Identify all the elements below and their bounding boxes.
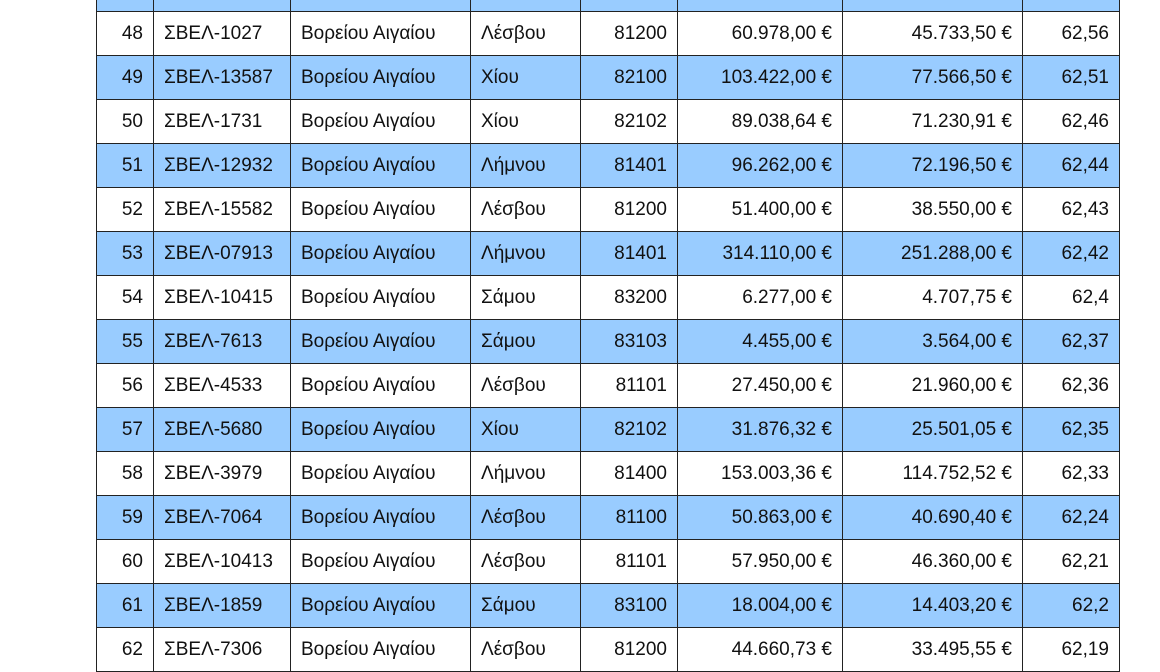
prefecture-cell: Σάμου (471, 276, 581, 320)
subsidy-cell: 33.495,55 € (843, 628, 1023, 672)
postal-code-cell: 81400 (581, 452, 678, 496)
prefecture-cell: Λέσβου (471, 496, 581, 540)
row-number-cell: 49 (97, 56, 154, 100)
budget-cell: 57.950,00 € (678, 540, 843, 584)
score-cell: 62,36 (1023, 364, 1120, 408)
subsidy-cell: 4.707,75 € (843, 276, 1023, 320)
row-number-cell: 62 (97, 628, 154, 672)
score-cell: 62,51 (1023, 56, 1120, 100)
prefecture-cell: Σάμου (471, 320, 581, 364)
code-cell: ΣΒΕΛ-3979 (154, 452, 291, 496)
postal-code-cell: 83100 (581, 584, 678, 628)
budget-cell: 153.003,36 € (678, 452, 843, 496)
budget-cell: 314.110,00 € (678, 232, 843, 276)
region-cell: Βορείου Αιγαίου (291, 320, 471, 364)
budget-cell: 51.400,00 € (678, 188, 843, 232)
region-cell: Βορείου Αιγαίου (291, 232, 471, 276)
region-cell: Βορείου Αιγαίου (291, 584, 471, 628)
postal-code-cell: 81200 (581, 12, 678, 56)
prefecture-cell: Λήμνου (471, 452, 581, 496)
budget-cell: 31.876,32 € (678, 408, 843, 452)
table-body (97, 0, 1120, 672)
subsidy-cell: 77.566,50 € (843, 56, 1023, 100)
row-number-cell: 51 (97, 144, 154, 188)
prefecture-cell: Λέσβου (471, 540, 581, 584)
table-row (97, 0, 1120, 12)
budget-cell: 6.277,00 € (678, 276, 843, 320)
score-cell: 62,24 (1023, 496, 1120, 540)
score-cell: 62,21 (1023, 540, 1120, 584)
code-cell: ΣΒΕΛ-10415 (154, 276, 291, 320)
region-cell: Βορείου Αιγαίου (291, 56, 471, 100)
budget-cell: 4.455,00 € (678, 320, 843, 364)
score-cell: 62,19 (1023, 628, 1120, 672)
score-cell: 62,44 (1023, 144, 1120, 188)
budget-cell: 96.262,00 € (678, 144, 843, 188)
subsidy-cell: 25.501,05 € (843, 408, 1023, 452)
subsidy-cell: 14.403,20 € (843, 584, 1023, 628)
row-number-cell: 50 (97, 100, 154, 144)
row-number-cell: 59 (97, 496, 154, 540)
row-number-cell: 61 (97, 584, 154, 628)
row-number-cell: 54 (97, 276, 154, 320)
row-number-cell: 55 (97, 320, 154, 364)
score-cell (1023, 0, 1120, 12)
table-row (97, 408, 1120, 452)
budget-cell: 60.978,00 € (678, 12, 843, 56)
prefecture-cell: Λήμνου (471, 144, 581, 188)
table-row (97, 144, 1120, 188)
table-row (97, 232, 1120, 276)
subsidy-cell: 38.550,00 € (843, 188, 1023, 232)
prefecture-cell: Λέσβου (471, 364, 581, 408)
score-cell: 62,2 (1023, 584, 1120, 628)
code-cell: ΣΒΕΛ-12932 (154, 144, 291, 188)
budget-cell: 50.863,00 € (678, 496, 843, 540)
prefecture-cell: Λέσβου (471, 628, 581, 672)
code-cell: ΣΒΕΛ-7613 (154, 320, 291, 364)
table-row (97, 320, 1120, 364)
table-row (97, 628, 1120, 672)
budget-cell: 18.004,00 € (678, 584, 843, 628)
prefecture-cell: Χίου (471, 100, 581, 144)
score-cell: 62,37 (1023, 320, 1120, 364)
subsidy-cell: 114.752,52 € (843, 452, 1023, 496)
prefecture-cell: Χίου (471, 56, 581, 100)
budget-cell (678, 0, 843, 12)
row-number-cell: 48 (97, 12, 154, 56)
subsidy-cell: 71.230,91 € (843, 100, 1023, 144)
table-row (97, 452, 1120, 496)
row-number-cell: 57 (97, 408, 154, 452)
table-row (97, 364, 1120, 408)
code-cell: ΣΒΕΛ-07913 (154, 232, 291, 276)
code-cell: ΣΒΕΛ-7306 (154, 628, 291, 672)
table-row (97, 188, 1120, 232)
region-cell: Βορείου Αιγαίου (291, 188, 471, 232)
score-cell: 62,46 (1023, 100, 1120, 144)
region-cell: Βορείου Αιγαίου (291, 496, 471, 540)
postal-code-cell: 81200 (581, 628, 678, 672)
code-cell: ΣΒΕΛ-7064 (154, 496, 291, 540)
prefecture-cell (471, 0, 581, 12)
results-table (96, 0, 1120, 672)
budget-cell: 27.450,00 € (678, 364, 843, 408)
code-cell: ΣΒΕΛ-1731 (154, 100, 291, 144)
postal-code-cell: 81100 (581, 496, 678, 540)
postal-code-cell: 81401 (581, 144, 678, 188)
postal-code-cell: 82100 (581, 56, 678, 100)
subsidy-cell: 21.960,00 € (843, 364, 1023, 408)
prefecture-cell: Λέσβου (471, 12, 581, 56)
subsidy-cell (843, 0, 1023, 12)
code-cell (154, 0, 291, 12)
prefecture-cell: Χίου (471, 408, 581, 452)
prefecture-cell: Λήμνου (471, 232, 581, 276)
region-cell: Βορείου Αιγαίου (291, 276, 471, 320)
postal-code-cell: 81401 (581, 232, 678, 276)
code-cell: ΣΒΕΛ-1027 (154, 12, 291, 56)
postal-code-cell: 82102 (581, 100, 678, 144)
code-cell: ΣΒΕΛ-5680 (154, 408, 291, 452)
postal-code-cell: 81200 (581, 188, 678, 232)
table-row (97, 276, 1120, 320)
budget-cell: 44.660,73 € (678, 628, 843, 672)
subsidy-cell: 251.288,00 € (843, 232, 1023, 276)
row-number-cell: 60 (97, 540, 154, 584)
score-cell: 62,42 (1023, 232, 1120, 276)
postal-code-cell: 83103 (581, 320, 678, 364)
score-cell: 62,43 (1023, 188, 1120, 232)
region-cell: Βορείου Αιγαίου (291, 540, 471, 584)
code-cell: ΣΒΕΛ-1859 (154, 584, 291, 628)
row-number-cell (97, 0, 154, 12)
code-cell: ΣΒΕΛ-4533 (154, 364, 291, 408)
region-cell: Βορείου Αιγαίου (291, 452, 471, 496)
subsidy-cell: 45.733,50 € (843, 12, 1023, 56)
results-table-wrapper (96, 0, 1120, 672)
region-cell (291, 0, 471, 12)
table-row (97, 584, 1120, 628)
region-cell: Βορείου Αιγαίου (291, 408, 471, 452)
score-cell: 62,33 (1023, 452, 1120, 496)
prefecture-cell: Λέσβου (471, 188, 581, 232)
postal-code-cell: 82102 (581, 408, 678, 452)
region-cell: Βορείου Αιγαίου (291, 100, 471, 144)
table-row (97, 12, 1120, 56)
region-cell: Βορείου Αιγαίου (291, 628, 471, 672)
table-row (97, 540, 1120, 584)
region-cell: Βορείου Αιγαίου (291, 12, 471, 56)
prefecture-cell: Σάμου (471, 584, 581, 628)
code-cell: ΣΒΕΛ-10413 (154, 540, 291, 584)
code-cell: ΣΒΕΛ-15582 (154, 188, 291, 232)
subsidy-cell: 72.196,50 € (843, 144, 1023, 188)
code-cell: ΣΒΕΛ-13587 (154, 56, 291, 100)
row-number-cell: 53 (97, 232, 154, 276)
table-row (97, 100, 1120, 144)
region-cell: Βορείου Αιγαίου (291, 144, 471, 188)
row-number-cell: 52 (97, 188, 154, 232)
postal-code-cell: 83200 (581, 276, 678, 320)
budget-cell: 103.422,00 € (678, 56, 843, 100)
subsidy-cell: 3.564,00 € (843, 320, 1023, 364)
subsidy-cell: 46.360,00 € (843, 540, 1023, 584)
table-row (97, 496, 1120, 540)
row-number-cell: 56 (97, 364, 154, 408)
score-cell: 62,56 (1023, 12, 1120, 56)
score-cell: 62,35 (1023, 408, 1120, 452)
table-row (97, 56, 1120, 100)
score-cell: 62,4 (1023, 276, 1120, 320)
row-number-cell: 58 (97, 452, 154, 496)
postal-code-cell (581, 0, 678, 12)
subsidy-cell: 40.690,40 € (843, 496, 1023, 540)
postal-code-cell: 81101 (581, 540, 678, 584)
postal-code-cell: 81101 (581, 364, 678, 408)
region-cell: Βορείου Αιγαίου (291, 364, 471, 408)
budget-cell: 89.038,64 € (678, 100, 843, 144)
